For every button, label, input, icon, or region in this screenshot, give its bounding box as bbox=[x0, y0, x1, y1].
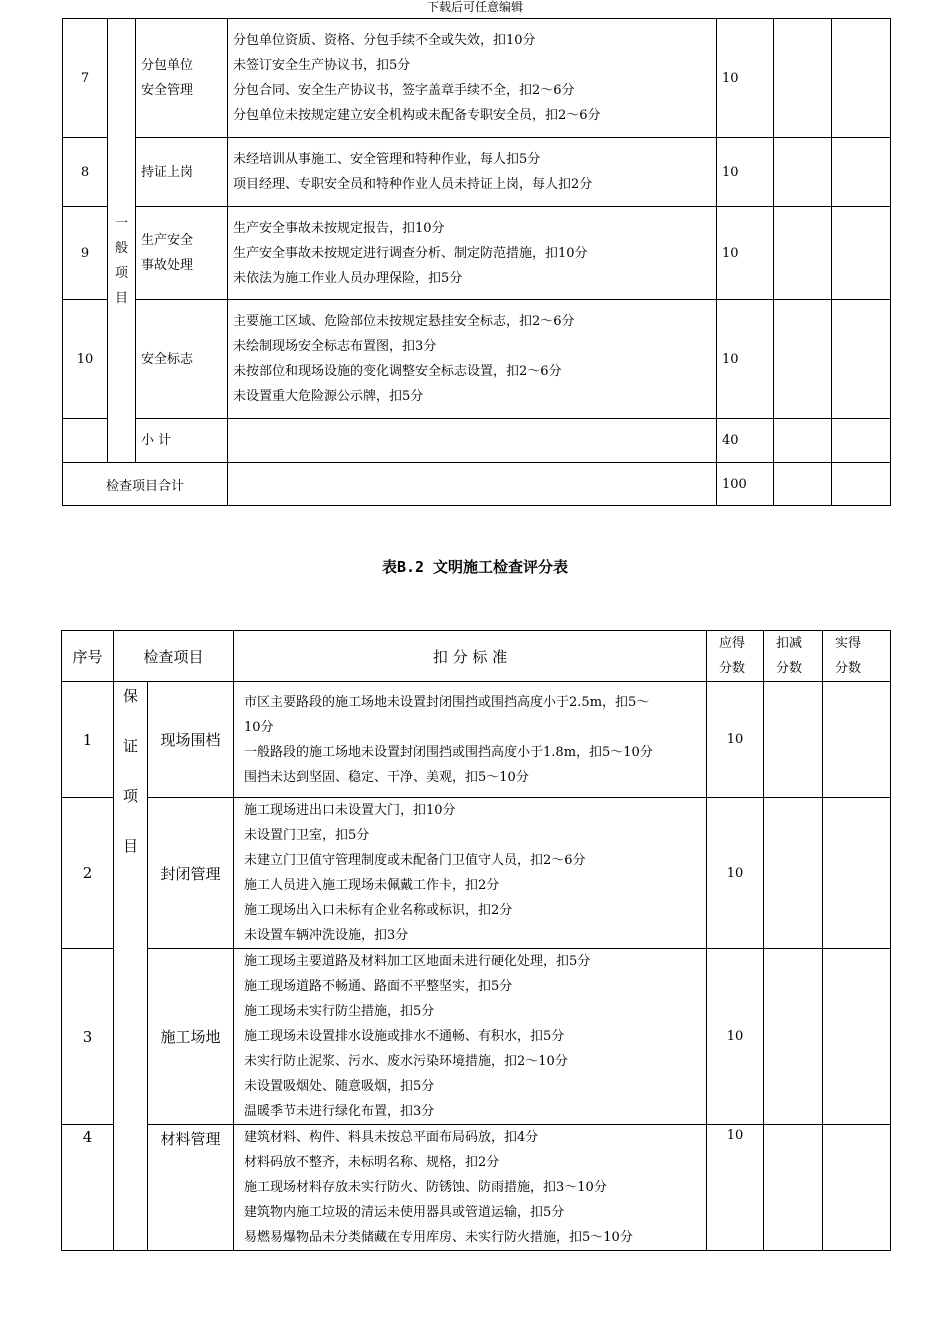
header-note: 下载后可任意编辑 bbox=[426, 0, 523, 14]
total-label: 检查项目合计 bbox=[63, 463, 228, 506]
criteria-cell: 市区主要路段的施工场地未设置封闭围挡或围挡高度小于2.5m，扣5～ 10分 一般路段的施工场地未设置封闭围挡或围挡高度小于1.8m，扣5～10分 围挡未达到坚固、稳定、干净、美观，扣5～10分 bbox=[234, 682, 707, 798]
empty-cell bbox=[228, 463, 717, 506]
header-row bbox=[62, 631, 891, 682]
check-item: 现场围档 bbox=[148, 682, 234, 798]
total-row bbox=[63, 463, 891, 506]
actual-score[interactable] bbox=[832, 463, 891, 506]
category-char: 保 bbox=[122, 687, 138, 705]
header-no: 序号 bbox=[62, 631, 114, 682]
category-general-items bbox=[108, 19, 136, 463]
criteria-cell: 施工现场主要道路及材料加工区地面未进行硬化处理，扣5分 施工现场道路不畅通、路面不平整坚实，扣5分 施工现场未实行防尘措施，扣5分 施工现场未设置排水设施或排水不通畅、有积水，扣5分 未实行防止泥浆、污水、废水污染环境措施，扣2～10分 未设置吸烟处、随意吸烟，扣5分 温暖季节未进行绿化布置，扣3分 bbox=[234, 949, 707, 1125]
category-char: 项 bbox=[122, 787, 138, 805]
category-char: 目 bbox=[114, 290, 128, 306]
subtotal-row bbox=[63, 419, 891, 463]
empty-cell bbox=[228, 419, 717, 463]
table-row bbox=[62, 1125, 891, 1251]
category-guarantee-items bbox=[114, 682, 148, 1251]
deduct-score[interactable] bbox=[764, 949, 823, 1125]
header-criteria: 扣 分 标 准 bbox=[234, 631, 707, 682]
actual-score[interactable] bbox=[832, 300, 891, 419]
category-char: 一 bbox=[114, 215, 128, 231]
deduct-score[interactable] bbox=[764, 1125, 823, 1251]
header-should: 应得 分数 bbox=[707, 631, 764, 682]
criteria-cell: 建筑材料、构件、料具未按总平面布局码放，扣4分 材料码放不整齐，未标明名称、规格，扣2分 施工现场材料存放未实行防火、防锈蚀、防雨措施，扣3～10分 建筑物内施工垃圾的清运未使用器具或管道运输，扣5分 易燃易爆物品未分类储藏在专用库房、未实行防火措施，扣5～10分 bbox=[234, 1125, 707, 1251]
deduct-score[interactable] bbox=[764, 682, 823, 798]
actual-score[interactable] bbox=[823, 682, 891, 798]
category-char: 证 bbox=[122, 737, 138, 755]
table-title: 表B.2 文明施工检查评分表 bbox=[381, 558, 569, 576]
table-row bbox=[62, 949, 891, 1125]
table-row bbox=[63, 19, 891, 138]
criteria-cell: 施工现场进出口未设置大门，扣10分 未设置门卫室，扣5分 未建立门卫值守管理制度或未配备门卫值守人员，扣2～6分 施工人员进入施工现场未佩戴工作卡，扣2分 施工现场出入口未标有企业名称或标识，扣2分 未设置车辆冲洗设施，扣3分 bbox=[234, 798, 707, 949]
should-score: 10 bbox=[717, 207, 774, 300]
subtotal-label: 小 计 bbox=[136, 419, 228, 463]
total-score: 100 bbox=[717, 463, 774, 506]
criteria-cell: 生产安全事故未按规定报告，扣10分 生产安全事故未按规定进行调查分析、制定防范措施，扣10分 未依法为施工作业人员办理保险，扣5分 bbox=[228, 207, 717, 300]
check-item: 安全标志 bbox=[136, 300, 228, 419]
deduct-score[interactable] bbox=[774, 207, 832, 300]
header-deduct: 扣减 分数 bbox=[764, 631, 823, 682]
criteria-cell: 未经培训从事施工、安全管理和特种作业，每人扣5分 项目经理、专职安全员和特种作业人员未持证上岗，每人扣2分 bbox=[228, 138, 717, 207]
should-score: 10 bbox=[707, 949, 764, 1125]
actual-score[interactable] bbox=[832, 419, 891, 463]
should-score: 10 bbox=[707, 1125, 764, 1251]
deduct-score[interactable] bbox=[774, 19, 832, 138]
deduct-score[interactable] bbox=[774, 138, 832, 207]
row-number: 1 bbox=[62, 682, 114, 798]
row-number: 4 bbox=[62, 1125, 114, 1251]
table-row bbox=[63, 207, 891, 300]
row-number: 3 bbox=[62, 949, 114, 1125]
check-item: 材料管理 bbox=[148, 1125, 234, 1251]
row-number: 7 bbox=[63, 19, 108, 138]
check-item: 封闭管理 bbox=[148, 798, 234, 949]
deduct-score[interactable] bbox=[774, 419, 832, 463]
row-number: 10 bbox=[63, 300, 108, 419]
should-score: 10 bbox=[717, 138, 774, 207]
actual-score[interactable] bbox=[823, 949, 891, 1125]
criteria-cell: 主要施工区域、危险部位未按规定悬挂安全标志，扣2～6分 未绘制现场安全标志布置图，扣3分 未按部位和现场设施的变化调整安全标志设置，扣2～6分 未设置重大危险源公示牌，扣5分 bbox=[228, 300, 717, 419]
deduct-score[interactable] bbox=[764, 798, 823, 949]
table-row bbox=[62, 798, 891, 949]
check-item: 分包单位 安全管理 bbox=[136, 19, 228, 138]
check-item: 生产安全 事故处理 bbox=[136, 207, 228, 300]
empty-cell bbox=[63, 419, 108, 463]
actual-score[interactable] bbox=[823, 798, 891, 949]
should-score: 10 bbox=[717, 300, 774, 419]
row-number: 2 bbox=[62, 798, 114, 949]
category-char: 项 bbox=[114, 265, 128, 281]
category-char: 目 bbox=[122, 837, 138, 855]
header-item: 检查项目 bbox=[114, 631, 234, 682]
table-row bbox=[63, 138, 891, 207]
safety-check-table-continued bbox=[62, 18, 891, 506]
should-score: 10 bbox=[707, 798, 764, 949]
deduct-score[interactable] bbox=[774, 463, 832, 506]
should-score: 10 bbox=[717, 19, 774, 138]
table-row bbox=[62, 682, 891, 798]
header-actual: 实得 分数 bbox=[823, 631, 891, 682]
civilized-construction-table bbox=[61, 630, 891, 1251]
actual-score[interactable] bbox=[823, 1125, 891, 1251]
row-number: 9 bbox=[63, 207, 108, 300]
actual-score[interactable] bbox=[832, 19, 891, 138]
category-char: 般 bbox=[114, 240, 128, 256]
row-number: 8 bbox=[63, 138, 108, 207]
subtotal-score: 40 bbox=[717, 419, 774, 463]
check-item: 施工场地 bbox=[148, 949, 234, 1125]
should-score: 10 bbox=[707, 682, 764, 798]
deduct-score[interactable] bbox=[774, 300, 832, 419]
table-row bbox=[63, 300, 891, 419]
criteria-cell: 分包单位资质、资格、分包手续不全或失效，扣10分 未签订安全生产协议书，扣5分 分包合同、安全生产协议书，签字盖章手续不全，扣2～6分 分包单位未按规定建立安全机构或未配备专职安全员，扣2～6分 bbox=[228, 19, 717, 138]
check-item: 持证上岗 bbox=[136, 138, 228, 207]
actual-score[interactable] bbox=[832, 207, 891, 300]
actual-score[interactable] bbox=[832, 138, 891, 207]
